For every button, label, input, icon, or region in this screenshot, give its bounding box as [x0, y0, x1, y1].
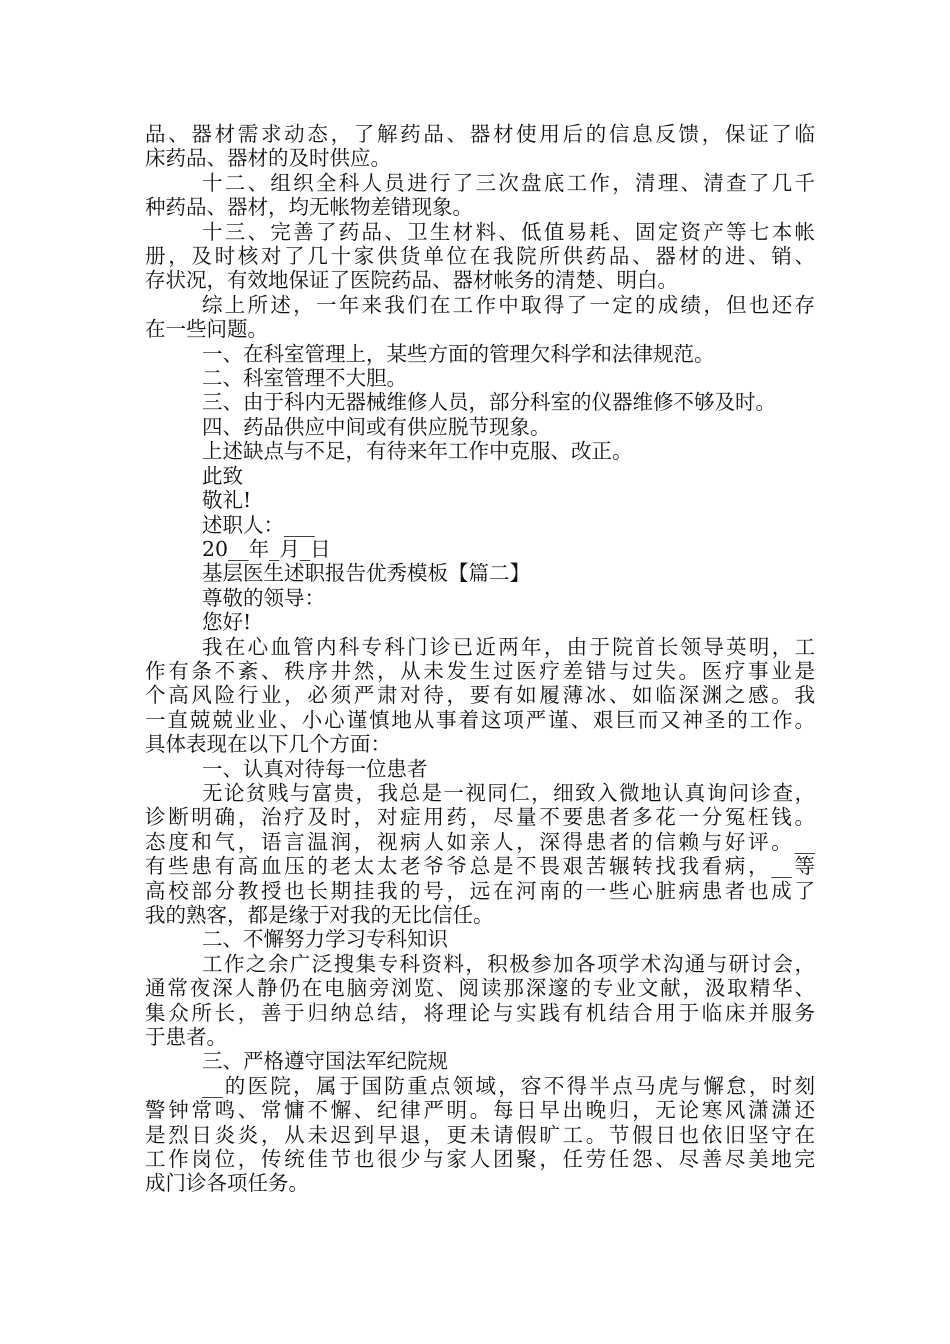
text-line: 作有条不紊、秩序井然，从未发生过医疗差错与过失。医疗事业是: [145, 658, 815, 683]
text-line: 一、认真对待每一位患者: [202, 756, 428, 781]
text-line: 集众所长，善于归纳总结，将理论与实践有机结合用于临床并服务: [145, 1000, 815, 1025]
text-line: 于患者。: [145, 1025, 227, 1050]
text-line: 工作岗位，传统佳节也很少与家人团聚，任劳任怨、尽善尽美地完: [145, 1147, 815, 1172]
text-line: 高校部分教授也长期挂我的号，远在河南的一些心脏病患者也成了: [145, 878, 815, 903]
text-line: 此致: [202, 463, 243, 488]
text-line: 在一些问题。: [145, 317, 268, 342]
text-line: 通常夜深人静仍在电脑旁浏览、阅读那深邃的专业文献，汲取精华、: [145, 976, 815, 1001]
text-line: 是烈日炎炎，从未迟到早退，更未请假旷工。节假日也依旧坚守在: [145, 1122, 815, 1147]
text-line: 尊敬的领导：: [202, 585, 325, 610]
text-line: 工作之余广泛搜集专科资料，积极参加各项学术沟通与研讨会，: [202, 951, 815, 976]
text-line: 我在心血管内科专科门诊已近两年，由于院首长领导英明，工: [202, 634, 815, 659]
text-line: 种药品、器材，均无帐物差错现象。: [145, 195, 473, 220]
text-line: 四、药品供应中间或有供应脱节现象。: [202, 414, 551, 439]
text-line: 床药品、器材的及时供应。: [145, 146, 391, 171]
text-line: 三、由于科内无器械维修人员，部分科室的仪器维修不够及时。: [202, 390, 776, 415]
text-line: 您好!: [202, 610, 252, 635]
text-line: 一直兢兢业业、小心谨慎地从事着这项严谨、艰巨而又神圣的工作。: [145, 707, 815, 732]
section-heading: 基层医生述职报告优秀模板【篇二】: [202, 561, 530, 586]
text-line: 存状况，有效地保证了医院药品、器材帐务的清楚、明白。: [145, 268, 678, 293]
text-line: 二、科室管理不大胆。: [202, 366, 407, 391]
text-line: 我的熟客，都是缘于对我的无比信任。: [145, 903, 494, 927]
text-line: 警钟常鸣、常慵不懈、纪律严明。每日早出晚归，无论寒风潇潇还: [145, 1098, 815, 1123]
text-line: 三、严格遵守国法军纪院规: [202, 1049, 448, 1074]
text-line: 综上所述，一年来我们在工作中取得了一定的成绩，但也还存: [202, 292, 815, 317]
text-line: 十二、组织全科人员进行了三次盘底工作，清理、清查了几千: [202, 170, 815, 195]
document-page: [145, 122, 815, 1196]
text-line: 敬礼!: [202, 488, 252, 513]
text-line: 成门诊各项任务。: [145, 1171, 309, 1196]
text-line: 二、不懈努力学习专科知识: [202, 927, 448, 952]
text-line: 20__年_月_日: [202, 536, 331, 561]
text-line: 无论贫贱与富贵，我总是一视同仁，细致入微地认真询问诊查，: [202, 780, 815, 805]
text-line: 册，及时核对了几十家供货单位在我院所供药品、器材的进、销、: [145, 244, 815, 269]
text-line: 品、器材需求动态，了解药品、器材使用后的信息反馈，保证了临: [145, 122, 815, 146]
text-line: 个高风险行业，必须严肃对待，要有如履薄冰、如临深渊之感。我: [145, 683, 815, 708]
text-line: 态度和气，语言温润，视病人如亲人，深得患者的信赖与好评。__: [145, 829, 815, 854]
text-line: 一、在科室管理上，某些方面的管理欠科学和法律规范。: [202, 341, 715, 366]
text-line: 上述缺点与不足，有待来年工作中克服、改正。: [202, 439, 633, 464]
text-line: __的医院，属于国防重点领域，容不得半点马虎与懈怠，时刻: [202, 1073, 815, 1098]
text-line: 诊断明确，治疗及时，对症用药，尽量不要患者多花一分冤枉钱。: [145, 805, 815, 830]
text-line: 十三、完善了药品、卫生材料、低值易耗、固定资产等七本帐: [202, 219, 815, 244]
text-line: 述职人：___: [202, 512, 315, 537]
text-line: 有些患有高血压的老太太老爷爷总是不畏艰苦辗转找我看病，__等: [145, 854, 815, 879]
text-line: 具体表现在以下几个方面：: [145, 732, 391, 757]
